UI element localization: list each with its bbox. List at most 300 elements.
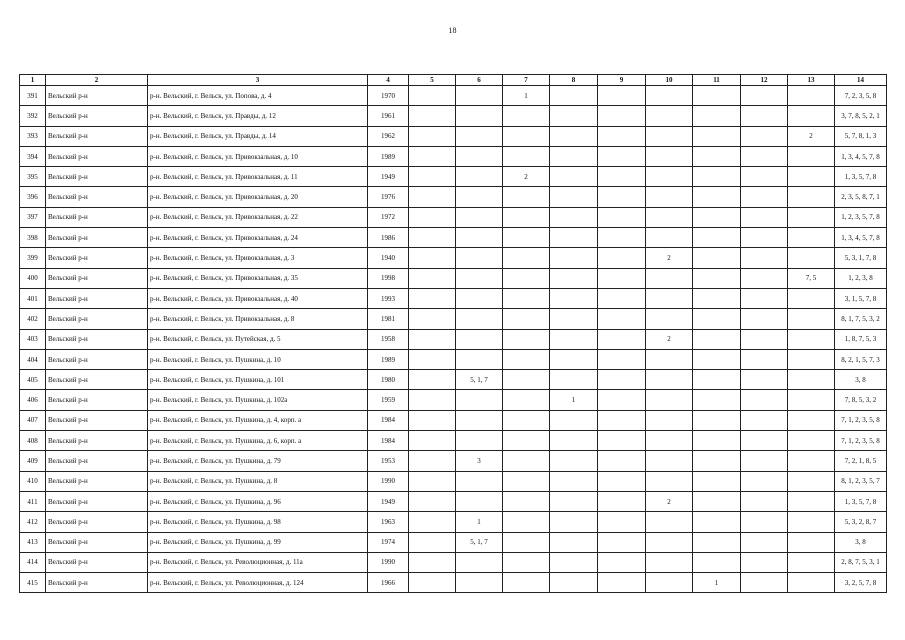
column-header: 14 (835, 75, 887, 86)
table-cell (598, 431, 646, 451)
table-cell (598, 288, 646, 308)
table-cell: 5, 1, 7 (456, 532, 503, 552)
table-cell (550, 410, 598, 430)
table-cell: 2 (788, 126, 835, 146)
table-cell: р-н. Вельский, г. Вельск, ул. Привокзальная, д. 24 (148, 228, 368, 248)
table-cell (788, 390, 835, 410)
table-cell: 404 (20, 349, 46, 369)
table-cell: р-н. Вельский, г. Вельск, ул. Революционная, д. 124 (148, 573, 368, 593)
table-cell (788, 573, 835, 593)
table-cell: 414 (20, 552, 46, 572)
table-cell (693, 552, 741, 572)
table-cell: 1953 (368, 451, 409, 471)
table-cell: 7, 2, 3, 5, 8 (835, 86, 887, 106)
table-cell (409, 268, 456, 288)
table-cell (741, 349, 788, 369)
table-cell (598, 552, 646, 572)
table-cell: р-н. Вельский, г. Вельск, ул. Правды, д. 12 (148, 106, 368, 126)
table-row (20, 390, 887, 410)
table-cell: 2 (503, 167, 550, 187)
table-cell (409, 146, 456, 166)
table-cell: Вельский р-н (46, 187, 148, 207)
table-cell (598, 167, 646, 187)
table-cell: 409 (20, 451, 46, 471)
table-cell (550, 512, 598, 532)
table-cell: 1, 3, 4, 5, 7, 8 (835, 146, 887, 166)
table-cell (550, 573, 598, 593)
table-cell (409, 207, 456, 227)
column-header: 12 (741, 75, 788, 86)
table-row (20, 86, 887, 106)
table-row (20, 410, 887, 430)
table-cell (550, 329, 598, 349)
table-cell: р-н. Вельский, г. Вельск, ул. Пушкина, д. 6, корп. а (148, 431, 368, 451)
table-cell: 1990 (368, 471, 409, 491)
table-cell (409, 349, 456, 369)
table-cell (409, 126, 456, 146)
table-cell (598, 471, 646, 491)
table-cell: 400 (20, 268, 46, 288)
table-cell (646, 309, 693, 329)
table-cell (693, 451, 741, 471)
table-cell (788, 329, 835, 349)
table-cell (598, 106, 646, 126)
table-cell (550, 167, 598, 187)
table-cell: 408 (20, 431, 46, 451)
table-cell: 1976 (368, 187, 409, 207)
table-cell (788, 228, 835, 248)
data-table (19, 74, 887, 593)
table-cell: 1, 3, 5, 7, 8 (835, 167, 887, 187)
table-cell (598, 451, 646, 471)
table-cell (741, 390, 788, 410)
table-row (20, 228, 887, 248)
table-row (20, 248, 887, 268)
table-cell (788, 491, 835, 511)
table-row (20, 451, 887, 471)
table-cell: р-н. Вельский, г. Вельск, ул. Пушкина, д. 99 (148, 532, 368, 552)
table-cell (456, 126, 503, 146)
table-cell: Вельский р-н (46, 573, 148, 593)
table-row (20, 126, 887, 146)
table-row (20, 491, 887, 511)
table-cell: р-н. Вельский, г. Вельск, ул. Пушкина, д. 8 (148, 471, 368, 491)
table-cell (598, 146, 646, 166)
table-cell: Вельский р-н (46, 106, 148, 126)
table-row (20, 106, 887, 126)
table-cell (646, 573, 693, 593)
table-cell (741, 187, 788, 207)
table-cell: 1, 3, 4, 5, 7, 8 (835, 228, 887, 248)
table-cell (409, 573, 456, 593)
table-cell (741, 573, 788, 593)
table-cell: 399 (20, 248, 46, 268)
column-header: 1 (20, 75, 46, 86)
table-cell: Вельский р-н (46, 471, 148, 491)
table-cell (598, 370, 646, 390)
table-cell: р-н. Вельский, г. Вельск, ул. Привокзальная, д. 10 (148, 146, 368, 166)
table-cell (788, 370, 835, 390)
table-cell (646, 451, 693, 471)
table-cell: 403 (20, 329, 46, 349)
table-cell (693, 146, 741, 166)
table-cell: 5, 7, 8, 1, 3 (835, 126, 887, 146)
table-cell (550, 228, 598, 248)
table-cell (693, 86, 741, 106)
table-cell (409, 512, 456, 532)
table-cell (409, 370, 456, 390)
column-header: 2 (46, 75, 148, 86)
table-cell (693, 126, 741, 146)
table-cell (456, 187, 503, 207)
table-cell: 397 (20, 207, 46, 227)
table-cell (456, 86, 503, 106)
table-cell (456, 207, 503, 227)
table-cell (741, 126, 788, 146)
table-cell: 1981 (368, 309, 409, 329)
table-cell: Вельский р-н (46, 126, 148, 146)
table-cell (503, 187, 550, 207)
table-cell (503, 532, 550, 552)
table-cell (693, 268, 741, 288)
table-cell (788, 471, 835, 491)
table-cell (646, 207, 693, 227)
table-cell (409, 390, 456, 410)
table-cell (646, 370, 693, 390)
table-cell (693, 431, 741, 451)
table-cell: 2 (646, 491, 693, 511)
table-cell: 7, 2, 1, 8, 5 (835, 451, 887, 471)
table-cell (741, 288, 788, 308)
table-row (20, 512, 887, 532)
table-cell (503, 552, 550, 572)
table-cell (456, 573, 503, 593)
table-cell (550, 552, 598, 572)
table-cell: 3, 2, 5, 7, 8 (835, 573, 887, 593)
table-cell (409, 431, 456, 451)
table-cell: Вельский р-н (46, 431, 148, 451)
table-cell (646, 552, 693, 572)
table-cell: 1 (693, 573, 741, 593)
table-cell: р-н. Вельский, г. Вельск, ул. Пушкина, д. 98 (148, 512, 368, 532)
table-cell: 5, 3, 1, 7, 8 (835, 248, 887, 268)
table-cell: 7, 5 (788, 268, 835, 288)
table-cell: 1989 (368, 349, 409, 369)
table-cell (503, 126, 550, 146)
table-cell (456, 309, 503, 329)
table-cell (503, 512, 550, 532)
table-cell: 402 (20, 309, 46, 329)
table-cell: р-н. Вельский, г. Вельск, ул. Пушкина, д. 102а (148, 390, 368, 410)
table-cell: 1984 (368, 410, 409, 430)
table-cell (598, 390, 646, 410)
table-cell: Вельский р-н (46, 228, 148, 248)
table-cell: Вельский р-н (46, 86, 148, 106)
table-cell: р-н. Вельский, г. Вельск, ул. Привокзальная, д. 35 (148, 268, 368, 288)
table-cell: 392 (20, 106, 46, 126)
table-cell (788, 532, 835, 552)
table-cell: 1989 (368, 146, 409, 166)
table-cell (788, 86, 835, 106)
table-cell (503, 288, 550, 308)
table-cell (598, 349, 646, 369)
table-cell: 3, 1, 5, 7, 8 (835, 288, 887, 308)
table-cell (550, 86, 598, 106)
table-cell (550, 349, 598, 369)
table-cell (741, 410, 788, 430)
table-cell (598, 187, 646, 207)
table-cell (456, 491, 503, 511)
table-cell: 1986 (368, 228, 409, 248)
table-cell (456, 349, 503, 369)
column-header: 10 (646, 75, 693, 86)
table-cell (646, 86, 693, 106)
table-cell (503, 106, 550, 126)
table-cell: 7, 1, 2, 3, 5, 8 (835, 410, 887, 430)
table-cell (598, 491, 646, 511)
table-cell: 7, 8, 5, 3, 2 (835, 390, 887, 410)
table-cell: 415 (20, 573, 46, 593)
table-cell (550, 248, 598, 268)
table-cell: р-н. Вельский, г. Вельск, ул. Привокзальная, д. 22 (148, 207, 368, 227)
table-cell (788, 207, 835, 227)
table-cell: р-н. Вельский, г. Вельск, ул. Путейская, д. 5 (148, 329, 368, 349)
table-cell (646, 512, 693, 532)
table-cell (693, 187, 741, 207)
table-cell: 410 (20, 471, 46, 491)
table-cell (741, 491, 788, 511)
table-cell (741, 431, 788, 451)
table-cell: р-н. Вельский, г. Вельск, ул. Привокзальная, д. 20 (148, 187, 368, 207)
table-cell (550, 451, 598, 471)
table-cell (503, 309, 550, 329)
table-cell (598, 207, 646, 227)
table-cell: 1970 (368, 86, 409, 106)
table-row (20, 309, 887, 329)
table-cell (788, 167, 835, 187)
table-row (20, 370, 887, 390)
table-cell: Вельский р-н (46, 349, 148, 369)
table-cell (503, 207, 550, 227)
table-cell: Вельский р-н (46, 410, 148, 430)
table-cell: Вельский р-н (46, 552, 148, 572)
table-cell: р-н. Вельский, г. Вельск, ул. Пушкина, д. 10 (148, 349, 368, 369)
table-cell (503, 491, 550, 511)
table-cell: 405 (20, 370, 46, 390)
column-header: 3 (148, 75, 368, 86)
table-cell (409, 187, 456, 207)
table-cell: Вельский р-н (46, 370, 148, 390)
table-row (20, 329, 887, 349)
table-cell: 395 (20, 167, 46, 187)
table-cell: 2 (646, 248, 693, 268)
table-cell (409, 288, 456, 308)
table-cell (598, 532, 646, 552)
table-cell (598, 309, 646, 329)
table-cell: Вельский р-н (46, 390, 148, 410)
table-cell: 1 (503, 86, 550, 106)
table-cell (741, 228, 788, 248)
table-cell (646, 167, 693, 187)
table-cell (646, 410, 693, 430)
table-cell: р-н. Вельский, г. Вельск, ул. Привокзальная, д. 3 (148, 248, 368, 268)
table-cell (598, 268, 646, 288)
table-cell (550, 491, 598, 511)
table-cell (693, 309, 741, 329)
table-cell (503, 370, 550, 390)
table-cell (693, 248, 741, 268)
table-cell (409, 491, 456, 511)
table-cell: 1940 (368, 248, 409, 268)
table-cell (741, 552, 788, 572)
table-row (20, 532, 887, 552)
table-cell (503, 390, 550, 410)
table-cell: 3, 8 (835, 370, 887, 390)
table-cell: 1 (550, 390, 598, 410)
table-cell (693, 349, 741, 369)
table-cell (741, 451, 788, 471)
table-cell: 7, 1, 2, 3, 5, 8 (835, 431, 887, 451)
table-cell: 8, 2, 1, 5, 7, 3 (835, 349, 887, 369)
table-cell (788, 146, 835, 166)
table-cell: 1, 2, 3, 5, 7, 8 (835, 207, 887, 227)
table-cell (788, 512, 835, 532)
table-cell (741, 268, 788, 288)
table-cell: Вельский р-н (46, 167, 148, 187)
header-row (20, 75, 887, 86)
table-cell: 1961 (368, 106, 409, 126)
table-cell (788, 309, 835, 329)
table-cell (456, 248, 503, 268)
table-cell: 2 (646, 329, 693, 349)
table-cell (456, 410, 503, 430)
table-cell: 1959 (368, 390, 409, 410)
table-cell (788, 288, 835, 308)
table-cell (693, 106, 741, 126)
table-cell (693, 390, 741, 410)
table-cell (788, 187, 835, 207)
table-cell (598, 86, 646, 106)
table-cell (456, 329, 503, 349)
table-cell (503, 451, 550, 471)
table-cell (503, 268, 550, 288)
table-cell: 1974 (368, 532, 409, 552)
table-cell (503, 248, 550, 268)
table-cell (646, 228, 693, 248)
column-header: 9 (598, 75, 646, 86)
table-cell: 8, 1, 2, 3, 5, 7 (835, 471, 887, 491)
table-cell (693, 491, 741, 511)
table-cell: 1966 (368, 573, 409, 593)
table-cell (409, 309, 456, 329)
table-cell (693, 410, 741, 430)
table-row (20, 146, 887, 166)
table-cell: р-н. Вельский, г. Вельск, ул. Пушкина, д. 96 (148, 491, 368, 511)
table-cell (788, 451, 835, 471)
table-cell: 2, 8, 7, 5, 3, 1 (835, 552, 887, 572)
table-cell: 1990 (368, 552, 409, 572)
table-cell (646, 390, 693, 410)
table-cell (503, 329, 550, 349)
table-cell (409, 532, 456, 552)
table-cell: 407 (20, 410, 46, 430)
table-cell (409, 228, 456, 248)
table-cell: 1, 2, 3, 8 (835, 268, 887, 288)
table-cell (693, 207, 741, 227)
table-cell: Вельский р-н (46, 268, 148, 288)
table-row (20, 268, 887, 288)
table-cell: 411 (20, 491, 46, 511)
table-cell (646, 532, 693, 552)
table-cell (788, 552, 835, 572)
table-cell (598, 228, 646, 248)
table-cell (409, 451, 456, 471)
table-cell (598, 410, 646, 430)
table-row (20, 431, 887, 451)
table-body (20, 86, 887, 593)
table-cell (646, 187, 693, 207)
table-cell: 1949 (368, 167, 409, 187)
table-cell (741, 512, 788, 532)
table-cell (503, 146, 550, 166)
table-cell: 1980 (368, 370, 409, 390)
table-cell: р-н. Вельский, г. Вельск, ул. Пушкина, д. 4, корп. а (148, 410, 368, 430)
table-cell: Вельский р-н (46, 329, 148, 349)
table-cell: 8, 1, 7, 5, 3, 2 (835, 309, 887, 329)
table-cell (693, 532, 741, 552)
table-cell: р-н. Вельский, г. Вельск, ул. Революционная, д. 11а (148, 552, 368, 572)
table-cell (550, 207, 598, 227)
table-cell (409, 410, 456, 430)
table-cell (741, 167, 788, 187)
table-cell (598, 512, 646, 532)
table-cell (646, 349, 693, 369)
table-cell (646, 431, 693, 451)
table-cell (550, 431, 598, 451)
table-row (20, 167, 887, 187)
table-cell (598, 248, 646, 268)
table-cell (741, 309, 788, 329)
column-header: 6 (456, 75, 503, 86)
table-cell (456, 390, 503, 410)
table-cell (741, 86, 788, 106)
table-cell (550, 187, 598, 207)
table-cell (456, 268, 503, 288)
table-cell: 412 (20, 512, 46, 532)
table-cell (788, 349, 835, 369)
table-cell (741, 370, 788, 390)
table-cell: р-н. Вельский, г. Вельск, ул. Привокзальная, д. 8 (148, 309, 368, 329)
table-cell (598, 126, 646, 146)
table-cell (693, 370, 741, 390)
table-cell: 3, 8 (835, 532, 887, 552)
table-cell: Вельский р-н (46, 491, 148, 511)
table-row (20, 187, 887, 207)
table-cell (409, 106, 456, 126)
table-cell (409, 86, 456, 106)
table-cell (550, 146, 598, 166)
table-cell: р-н. Вельский, г. Вельск, ул. Пушкина, д. 79 (148, 451, 368, 471)
column-header: 5 (409, 75, 456, 86)
table-cell: Вельский р-н (46, 532, 148, 552)
column-header: 11 (693, 75, 741, 86)
table-cell (788, 248, 835, 268)
table-row (20, 471, 887, 491)
table-cell (550, 288, 598, 308)
table-cell (456, 167, 503, 187)
table-cell: 406 (20, 390, 46, 410)
table-cell (693, 471, 741, 491)
